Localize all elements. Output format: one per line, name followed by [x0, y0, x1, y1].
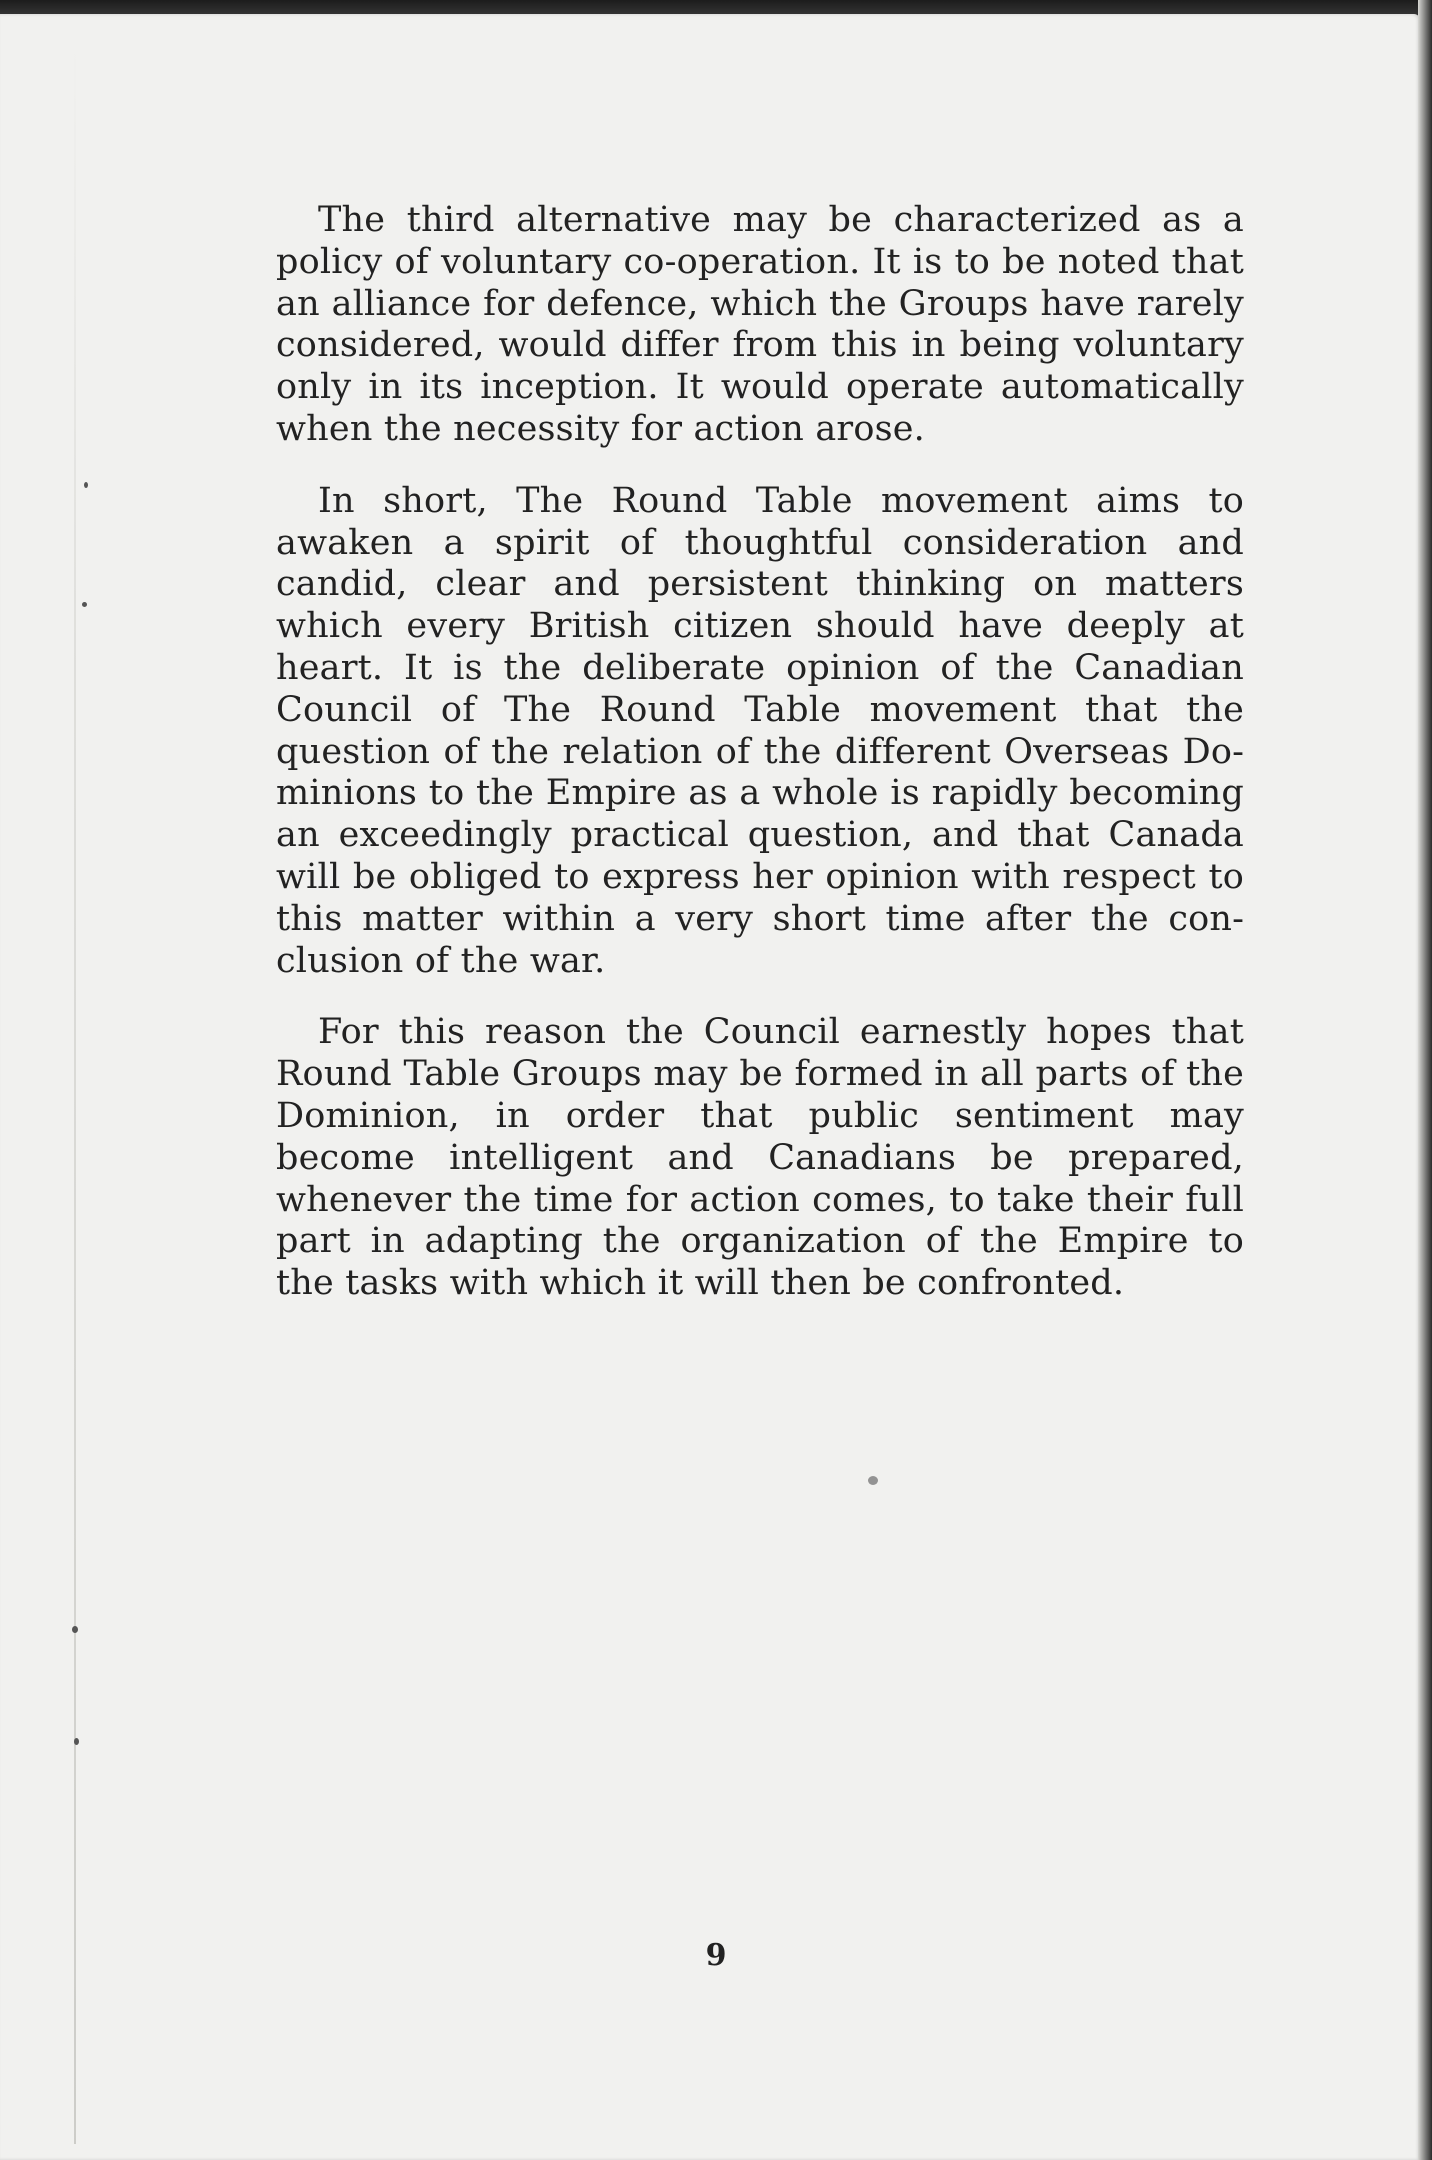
- scan-speck: [82, 602, 87, 607]
- binding-edge: [74, 44, 76, 2144]
- scan-speck: [74, 1738, 79, 1745]
- page-number: 9: [705, 1938, 727, 1973]
- paragraph-3: For this reason the Council earnestly hopes that Round Table Groups may be formed in all parts of the Dominion, in order that public sentiment may become intelligent and Canadians be prepared, whenever the time for action comes, to take their full part in adapting the organization of the Empire to the tasks with which it will then be confronted.: [276, 1012, 1244, 1304]
- body-text: [276, 200, 1244, 1335]
- scan-border-right: [1418, 0, 1432, 2160]
- scan-speck: [868, 1476, 878, 1485]
- paragraph-1: The third alternative may be characterized as a policy of voluntary co-operation. It is to be noted that an alliance for defence, which the Groups have rarely considered, would differ from this in being voluntary only in its inception. It would operate automatically when the necessity for action arose.: [276, 200, 1244, 449]
- scan-speck: [72, 1626, 78, 1633]
- scan-speck: [84, 482, 88, 488]
- paragraph-2: In short, The Round Table movement aims to awaken a spirit of thoughtful consideration and candid, clear and persistent thinking on matters which every British citizen should have deeply at heart. It is the deliberate opinion of the Canadian Council of The Round Table movement that the question of the relation of the different Overseas Dominions to the Empire as a whole is rapidly becoming an exceedingly practical question, and that Canada will be obliged to express her opinion with respect to this matter within a very short time after the conclusion of the war.: [276, 480, 1244, 981]
